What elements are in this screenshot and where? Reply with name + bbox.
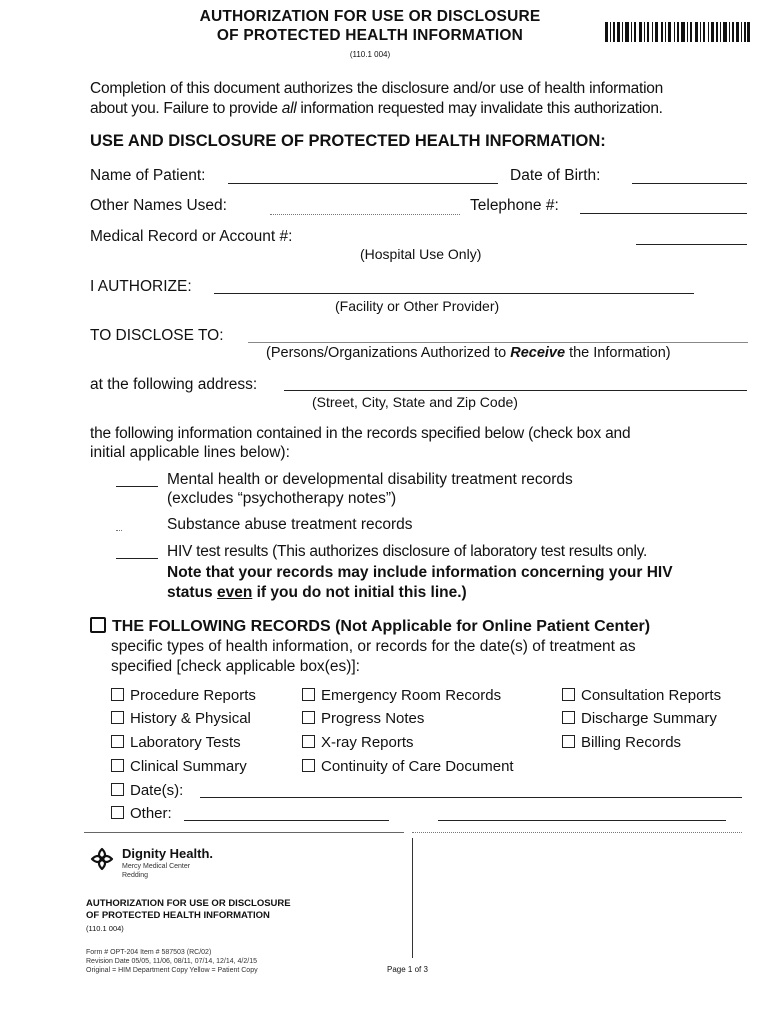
mental-health-line2: (excludes “psychotherapy notes”) xyxy=(167,490,397,507)
checkbox-icon xyxy=(111,783,124,796)
checkbox-billing-records[interactable]: Billing Records xyxy=(562,734,681,751)
footer-vertical-divider xyxy=(412,838,413,958)
brand-sub2: Redding xyxy=(122,872,149,879)
footer-meta1: Form # OPT-204 Item # 587503 (RC/02) xyxy=(86,949,212,956)
checkbox-clinical-summary[interactable]: Clinical Summary xyxy=(111,758,247,775)
checkbox-history-physical[interactable]: History & Physical xyxy=(111,710,251,727)
hiv-line3: status even if you do not initial this line.) xyxy=(167,584,467,601)
hiv-line2: Note that your records may include information concerning your HIV xyxy=(167,564,673,581)
address-label: at the following address: xyxy=(90,376,258,393)
form-title-line1: AUTHORIZATION FOR USE OR DISCLOSURE xyxy=(199,8,541,25)
patient-name-field[interactable] xyxy=(228,183,498,184)
brand-sub1: Mercy Medical Center xyxy=(122,863,191,870)
intro-line1: Completion of this document authorizes the disclosure and/or use of health information xyxy=(90,80,664,97)
dob-field[interactable] xyxy=(632,183,747,184)
section-heading-use-disclosure: USE AND DISCLOSURE OF PROTECTED HEALTH INFORMATION: xyxy=(90,132,606,150)
disclose-to-label: TO DISCLOSE TO: xyxy=(90,327,224,344)
telephone-field[interactable] xyxy=(580,213,747,214)
barcode-image xyxy=(605,22,750,42)
initial-mental-health-field[interactable] xyxy=(116,486,158,487)
disclose-to-field[interactable] xyxy=(248,342,748,343)
address-hint: (Street, City, State and Zip Code) xyxy=(312,394,518,410)
checkbox-xray-reports[interactable]: X-ray Reports xyxy=(302,734,414,751)
facility-hint: (Facility or Other Provider) xyxy=(335,298,500,314)
checkbox-emergency-room-records[interactable]: Emergency Room Records xyxy=(302,687,501,704)
checkbox-icon xyxy=(562,735,575,748)
other-names-label: Other Names Used: xyxy=(90,197,227,214)
records-sub1: specific types of health information, or records for the date(s) of treatment as xyxy=(111,638,636,655)
checkbox-progress-notes[interactable]: Progress Notes xyxy=(302,710,424,727)
checkbox-other[interactable]: Other: xyxy=(111,805,172,822)
footer-divider-left xyxy=(84,832,404,833)
brand-name: Dignity Health. xyxy=(122,846,214,861)
persons-hint: (Persons/Organizations Authorized to Receive the Information) xyxy=(266,345,671,361)
checkbox-continuity-of-care[interactable]: Continuity of Care Document xyxy=(302,758,514,775)
hiv-line1: HIV test results (This authorizes disclosure of laboratory test results only. xyxy=(167,543,648,560)
telephone-label: Telephone #: xyxy=(470,197,559,214)
checkbox-laboratory-tests[interactable]: Laboratory Tests xyxy=(111,734,241,751)
checkbox-icon xyxy=(111,806,124,819)
checkbox-icon xyxy=(302,711,315,724)
footer-divider-right xyxy=(412,832,742,833)
dates-field[interactable] xyxy=(200,797,742,798)
authorize-field[interactable] xyxy=(214,293,694,294)
other-field-a[interactable] xyxy=(184,820,389,821)
substance-line: Substance abuse treatment records xyxy=(167,516,413,533)
authorize-label: I AUTHORIZE: xyxy=(90,278,192,295)
dignity-health-logo-icon xyxy=(88,845,116,873)
checkbox-icon xyxy=(111,759,124,772)
other-names-field[interactable] xyxy=(270,214,460,215)
checkbox-icon xyxy=(302,759,315,772)
dob-label: Date of Birth: xyxy=(510,167,601,184)
other-field-b[interactable] xyxy=(438,820,726,821)
records-sub2: specified [check applicable box(es)]: xyxy=(111,658,360,675)
checkbox-discharge-summary[interactable]: Discharge Summary xyxy=(562,710,717,727)
mental-health-line1: Mental health or developmental disability treatment records xyxy=(167,471,573,488)
hospital-use-hint: (Hospital Use Only) xyxy=(360,246,482,262)
checkbox-consultation-reports[interactable]: Consultation Reports xyxy=(562,687,721,704)
page-number: Page 1 of 3 xyxy=(387,965,428,974)
checkbox-icon xyxy=(111,735,124,748)
medical-record-field[interactable] xyxy=(636,244,747,245)
footer-title-line1: AUTHORIZATION FOR USE OR DISCLOSURE xyxy=(86,898,291,909)
intro-line2: about you. Failure to provide all information requested may invalidate this authorization. xyxy=(90,100,663,117)
records-checkbox[interactable] xyxy=(90,617,106,633)
checkbox-icon xyxy=(562,688,575,701)
checkbox-icon xyxy=(562,711,575,724)
info-text-line2: initial applicable lines below): xyxy=(90,444,290,461)
checkbox-procedure-reports[interactable]: Procedure Reports xyxy=(111,687,256,704)
initial-substance-field[interactable] xyxy=(116,530,122,531)
address-field[interactable] xyxy=(284,390,747,391)
checkbox-icon xyxy=(111,688,124,701)
footer-meta2: Revision Date 05/05, 11/06, 08/11, 07/14, 12/14, 4/2/15 xyxy=(86,958,257,965)
checkbox-dates[interactable]: Date(s): xyxy=(111,782,183,799)
footer-title-line2: OF PROTECTED HEALTH INFORMATION xyxy=(86,910,270,921)
footer-form-code: (110.1 004) xyxy=(86,924,124,933)
form-title-line2: OF PROTECTED HEALTH INFORMATION xyxy=(216,27,524,44)
form-code: (110.1 004) xyxy=(349,50,391,59)
checkbox-icon xyxy=(111,711,124,724)
patient-name-label: Name of Patient: xyxy=(90,167,206,184)
initial-hiv-field[interactable] xyxy=(116,558,158,559)
checkbox-icon xyxy=(302,735,315,748)
footer-meta3: Original = HIM Department Copy Yellow = Patient Copy xyxy=(86,967,258,974)
checkbox-icon xyxy=(302,688,315,701)
medical-record-label: Medical Record or Account #: xyxy=(90,228,293,245)
records-heading: THE FOLLOWING RECORDS (Not Applicable for Online Patient Center) xyxy=(90,617,650,636)
info-text-line1: the following information contained in the records specified below (check box and xyxy=(90,425,631,442)
